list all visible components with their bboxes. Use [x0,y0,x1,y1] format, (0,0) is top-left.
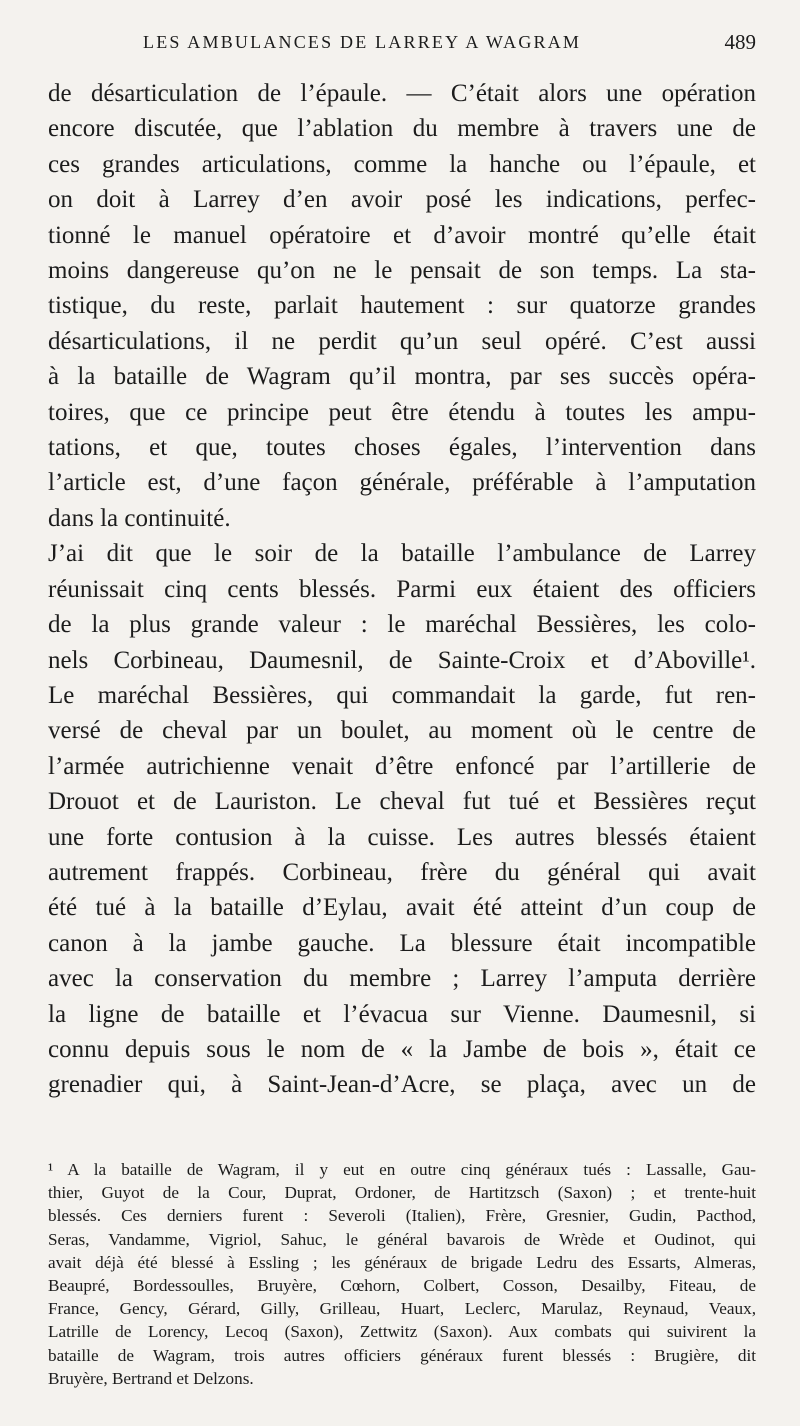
footnote-line: France, Gency, Gérard, Gilly, Grilleau, Huart, Leclerc, Marulaz, Reynaud, Veaux, [48,1299,756,1319]
footnote-line: ¹ A la bataille de Wagram, il y eut en outre cinq généraux tués : Lassalle, Gau- [48,1160,756,1179]
text-line: canon à la jambe gauche. La blessure était incompatible [48,929,756,957]
text-line: l’article est, d’une façon générale, préférable à l’amputation [48,469,756,497]
text-line: Drouot et de Lauriston. Le cheval fut tué et Bessières reçut [48,788,756,816]
running-head: LES AMBULANCES DE LARREY A WAGRAM [143,32,582,52]
page-header [48,28,756,62]
footnotes [48,1158,756,1390]
text-line: tistique, du reste, parlait hautement : sur quatorze grandes [48,292,756,320]
footnote-line: bataille de Wagram, trois autres officiers généraux furent blessés : Brugière, dit [48,1345,756,1365]
text-line: de la plus grande valeur : le maréchal Bessières, les colo- [48,611,756,639]
footnote-line: avait déjà été blessé à Essling ; les généraux de brigade Ledru des Essarts, Almeras, [48,1252,756,1272]
text-line: été tué à la bataille d’Eylau, avait été atteint d’un coup de [48,894,756,922]
text-line: avec la conservation du membre ; Larrey l’amputa derrière [48,965,756,993]
text-line: on doit à Larrey d’en avoir posé les indications, perfec- [48,186,756,214]
text-line: de désarticulation de l’épaule. — C’était alors une opération [48,80,756,107]
text-line: une forte contusion à la cuisse. Les autres blessés étaient [48,823,756,851]
body-text [48,76,756,1103]
footnote-line: thier, Guyot de la Cour, Duprat, Ordoner, de Hartitzsch (Saxon) ; et trente-huit [48,1183,756,1203]
text-line: toires, que ce principe peut être étendu à toutes les ampu- [48,398,756,426]
footnote-line: Beaupré, Bordessoulles, Bruyère, Cœhorn, Colbert, Cosson, Desailby, Fiteau, de [48,1276,756,1296]
text-line: autrement frappés. Corbineau, frère du général qui avait [48,858,756,886]
text-line: dans la continuité. [48,504,231,532]
text-line: ces grandes articulations, comme la hanche ou l’épaule, et [48,150,756,178]
text-line: encore discutée, que l’ablation du membre à travers une de [48,115,756,143]
text-line: connu depuis sous le nom de « la Jambe de bois », était ce [48,1035,756,1063]
text-line: versé de cheval par un boulet, au moment où le centre de [48,717,756,745]
text-line: la ligne de bataille et l’évacua sur Vienne. Daumesnil, si [48,1000,756,1028]
text-line: à la bataille de Wagram qu’il montra, par ses succès opéra- [48,363,756,391]
text-line: tations, et que, toutes choses égales, l’intervention dans [48,434,756,462]
text-line: l’armée autrichienne venait d’être enfoncé par l’artillerie de [48,752,756,780]
footnote-line: blessés. Ces derniers furent : Severoli (Italien), Frère, Gresnier, Gudin, Pacthod, [48,1206,756,1226]
text-line: moins dangereuse qu’on ne le pensait de son temps. La sta- [48,257,756,285]
text-line: Le maréchal Bessières, qui commandait la garde, fut ren- [48,681,756,709]
footnote-line: Bruyère, Bertrand et Delzons. [48,1368,254,1388]
text-line: grenadier qui, à Saint-Jean-d’Acre, se plaça, avec un de [48,1071,756,1099]
footnote-line: Latrille de Lorency, Lecoq (Saxon), Zettwitz (Saxon). Aux combats qui suivirent la [48,1322,756,1342]
text-line: nels Corbineau, Daumesnil, de Sainte-Croix et d’Aboville¹. [48,646,756,674]
text-line: réunissait cinq cents blessés. Parmi eux étaient des officiers [48,575,756,603]
footnote-line: Seras, Vandamme, Vigriol, Sahuc, le général bavarois de Wrède et Oudinot, qui [48,1229,756,1249]
text-line: désarticulations, il ne perdit qu’un seul opéré. C’est aussi [48,327,756,355]
page-number: 489 [724,30,756,54]
text-line: tionné le manuel opératoire et d’avoir montré qu’elle était [48,221,756,249]
paragraph-start-line: J’ai dit que le soir de la bataille l’ambulance de Larrey [48,540,756,568]
